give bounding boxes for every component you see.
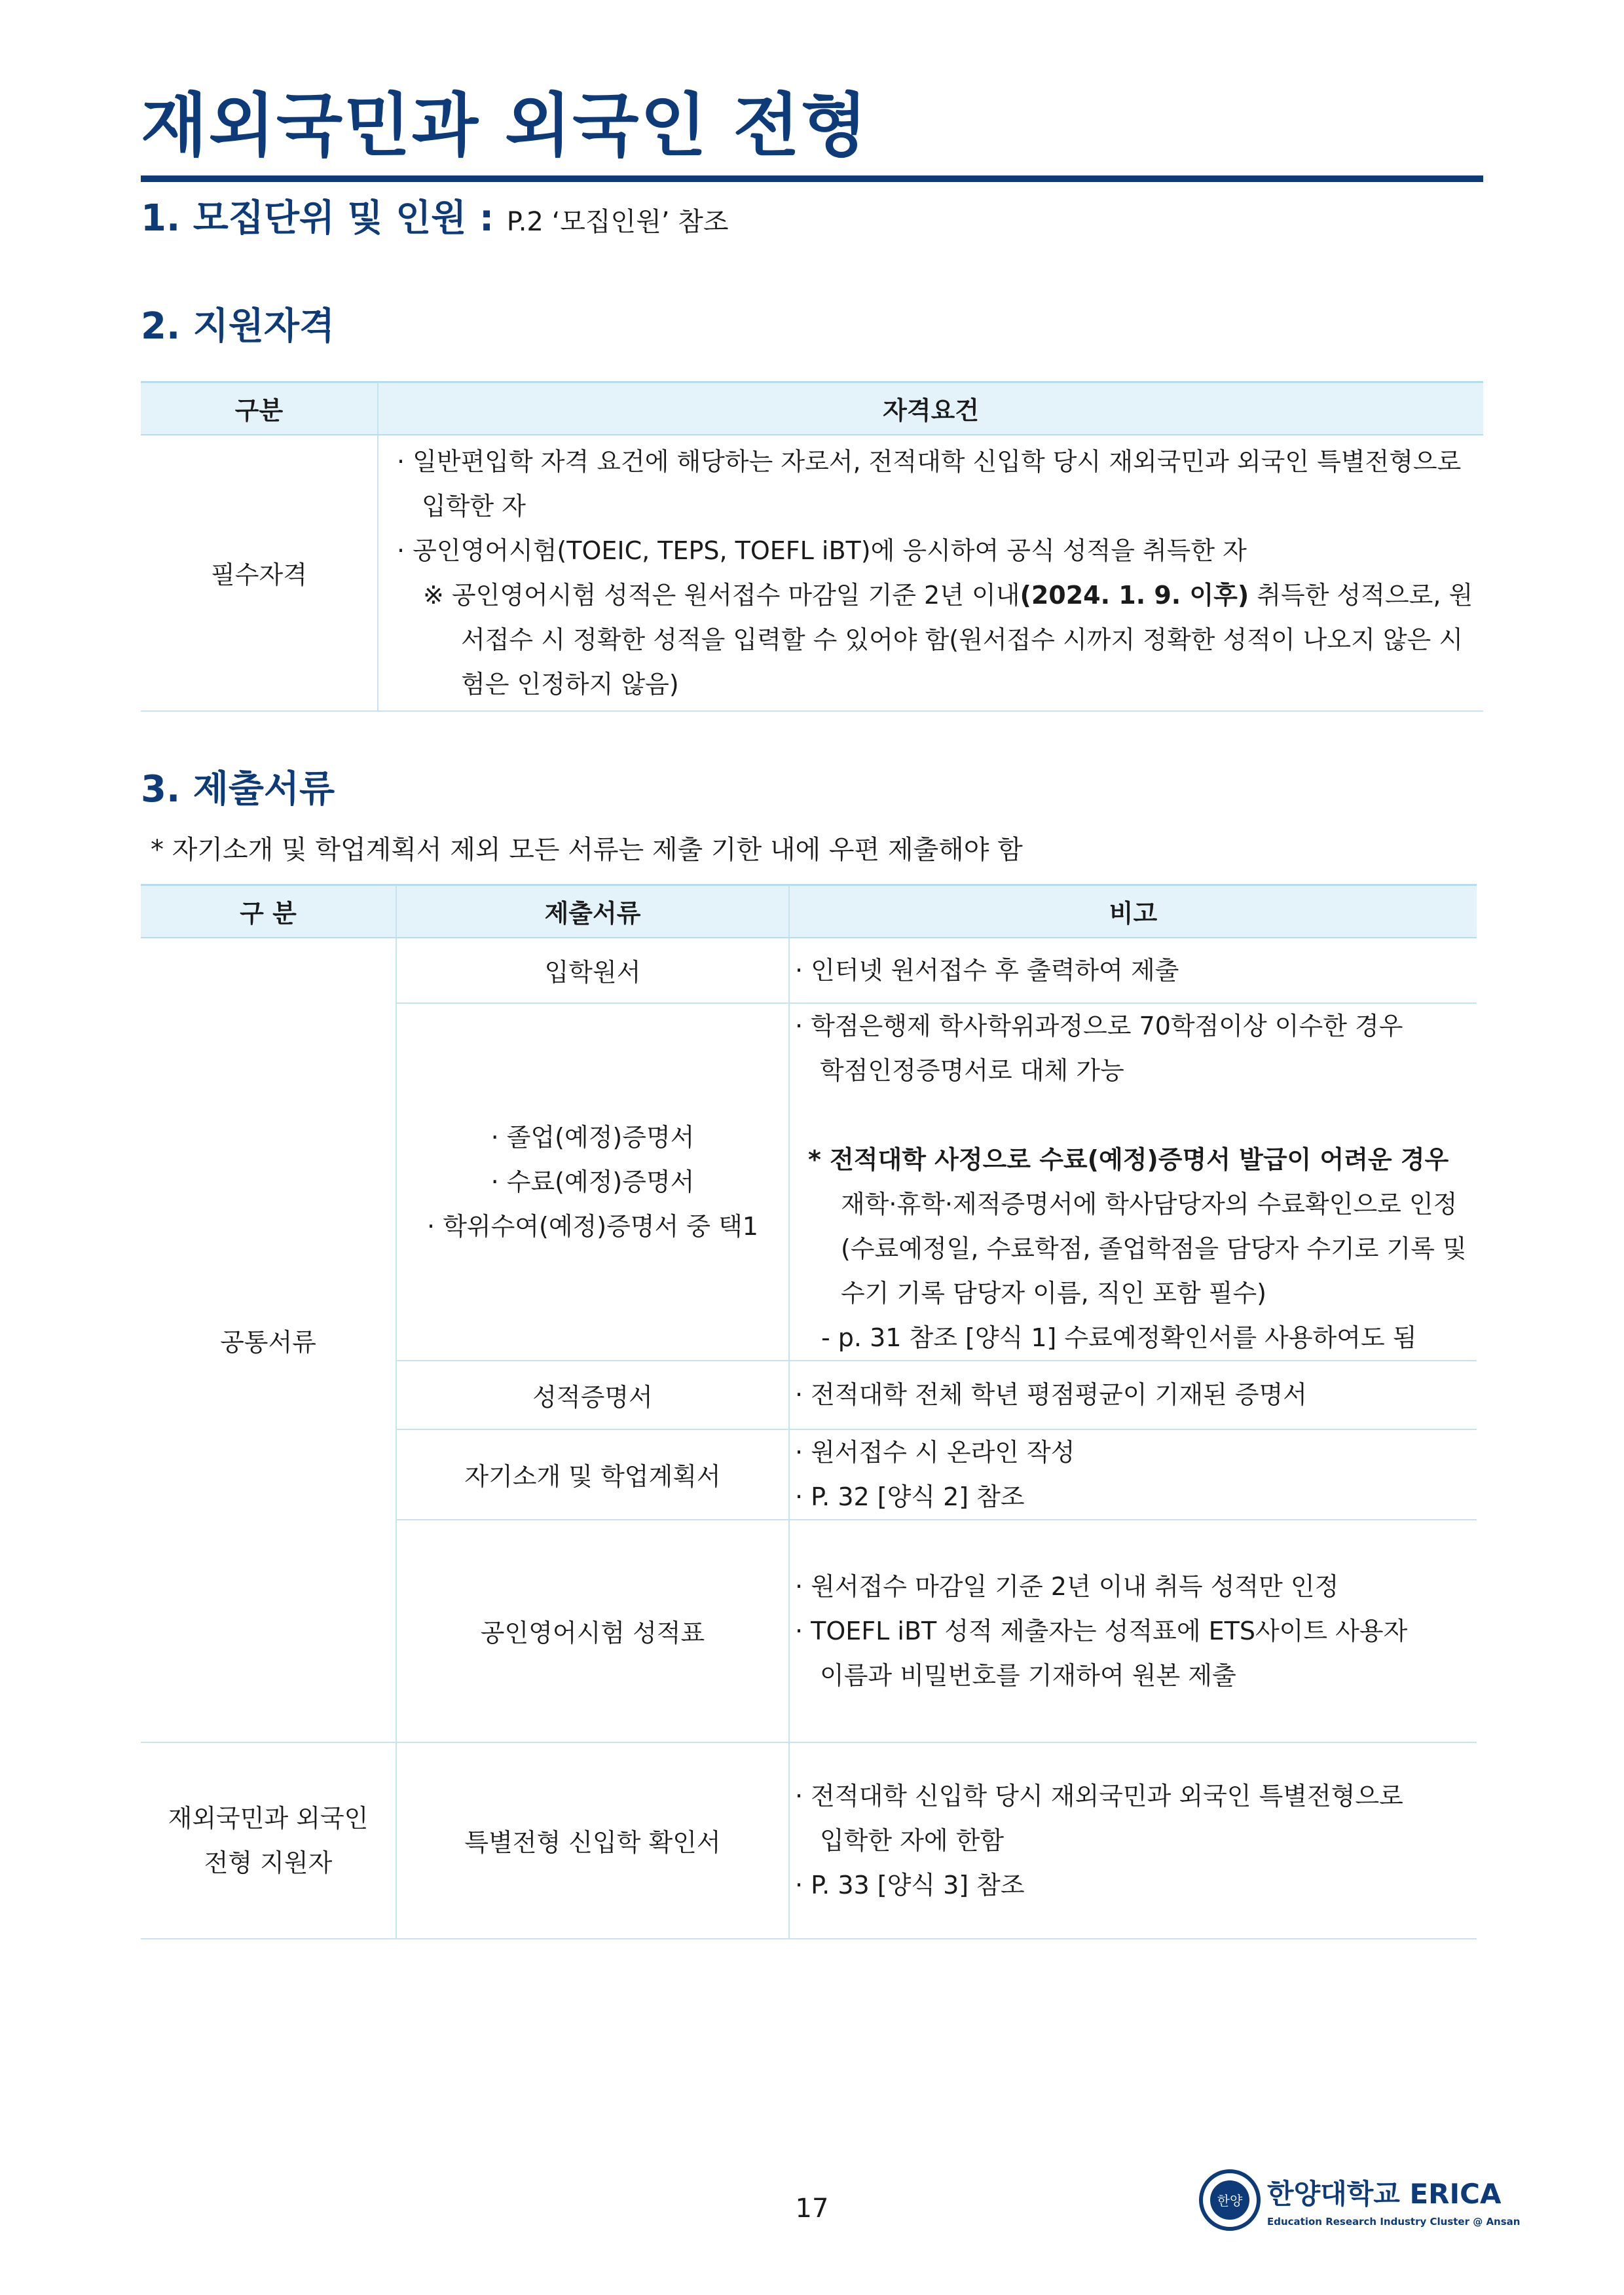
doc-transcript: 성적증명서 bbox=[396, 1361, 789, 1429]
req-line: · 공인영어시험(TOEIC, TEPS, TOEFL iBT)에 응시하여 공식 성적을 취득한 자 bbox=[397, 536, 1247, 565]
documents-table bbox=[141, 884, 1477, 1939]
doc-english-test: 공인영어시험 성적표 bbox=[396, 1520, 789, 1742]
doc-line: · 수료(예정)증명서 bbox=[490, 1167, 695, 1196]
header-documents: 제출서류 bbox=[396, 885, 789, 938]
req-note-text: ※ 공인영어시험 성적은 원서접수 마감일 기준 2년 이내 bbox=[423, 580, 1020, 610]
group-special-applicants bbox=[141, 1742, 396, 1939]
remark-line: · 원서접수 마감일 기준 2년 이내 취득 성적만 인정 bbox=[795, 1571, 1339, 1601]
req-note-text-tail: 취득한 성적으로, 원 bbox=[1249, 580, 1473, 610]
req-line: · 일반편입학 자격 요건에 해당하는 자로서, 전적대학 신입학 당시 재외국민과 외국인 특별전형으로 bbox=[397, 447, 1462, 476]
remark-line: · 학점은행제 학사학위과정으로 70학점이상 이수한 경우 bbox=[795, 1011, 1403, 1040]
remark-line: 이름과 비밀번호를 기재하여 원본 제출 bbox=[820, 1661, 1236, 1690]
remark-line: · 원서접수 시 온라인 작성 bbox=[795, 1437, 1075, 1467]
spacer bbox=[795, 1093, 1477, 1137]
remark-cell bbox=[789, 1429, 1477, 1520]
page-number: 17 bbox=[795, 2194, 829, 2224]
remark-line: · TOEFL iBT 성적 제출자는 성적표에 ETS사이트 사용자 bbox=[795, 1616, 1408, 1645]
remark-cell bbox=[789, 1742, 1477, 1939]
section-1-label: 1. 모집단위 및 인원 : bbox=[141, 197, 494, 240]
remark-line: 학점인정증명서로 대체 가능 bbox=[820, 1056, 1124, 1085]
remark-cell bbox=[789, 1361, 1477, 1429]
req-note-line bbox=[397, 573, 1483, 617]
remark-line: 재학·휴학·제적증명서에 학사담당자의 수료확인으로 인정 bbox=[841, 1189, 1458, 1219]
row-label-required: 필수자격 bbox=[141, 435, 378, 711]
university-logo bbox=[1198, 2167, 1521, 2233]
doc-application-form: 입학원서 bbox=[396, 938, 789, 1003]
logo-name: 한양대학교 ERICA bbox=[1267, 2178, 1502, 2210]
remark-cell bbox=[789, 1003, 1477, 1361]
header-category: 구 분 bbox=[141, 885, 396, 938]
req-note-date: (2024. 1. 9. 이후) bbox=[1020, 580, 1249, 610]
title-underline bbox=[141, 175, 1483, 182]
req-line: 입학한 자 bbox=[422, 491, 526, 521]
submission-note: * 자기소개 및 학업계획서 제외 모든 서류는 제출 기한 내에 우편 제출해야 함 bbox=[151, 835, 1023, 865]
header-remarks: 비고 bbox=[789, 885, 1477, 938]
qualification-table bbox=[141, 381, 1483, 712]
seal-text: 한양 bbox=[1217, 2193, 1243, 2209]
section-2-heading: 2. 지원자격 bbox=[141, 305, 335, 348]
header-category: 구분 bbox=[141, 382, 378, 435]
remark-line-bold: * 전적대학 사정으로 수료(예정)증명서 발급이 어려운 경우 bbox=[808, 1145, 1449, 1174]
remark-line: · 전적대학 전체 학년 평점평균이 기재된 증명서 bbox=[795, 1380, 1308, 1409]
header-requirements: 자격요건 bbox=[378, 382, 1483, 435]
req-line: 서접수 시 정확한 성적을 입력할 수 있어야 함(원서접수 시까지 정확한 성적이 나오지 않은 시 bbox=[461, 625, 1464, 654]
remark-line: - p. 31 참조 [양식 1] 수료예정확인서를 사용하여도 됨 bbox=[821, 1323, 1417, 1352]
remark-line: · P. 32 [양식 2] 참조 bbox=[795, 1482, 1025, 1511]
remark-line: · 인터넷 원서접수 후 출력하여 제출 bbox=[795, 955, 1179, 985]
remark-cell bbox=[789, 1520, 1477, 1742]
remark-line: · P. 33 [양식 3] 참조 bbox=[795, 1870, 1025, 1900]
doc-special-confirmation: 특별전형 신입학 확인서 bbox=[396, 1742, 789, 1939]
remark-cell bbox=[789, 938, 1477, 1003]
page-title: 재외국민과 외국인 전형 bbox=[141, 86, 869, 166]
doc-self-intro: 자기소개 및 학업계획서 bbox=[396, 1429, 789, 1520]
section-1-reference: P.2 ‘모집인원’ 참조 bbox=[506, 207, 729, 237]
remark-line: 수기 기록 담당자 이름, 직인 포함 필수) bbox=[841, 1278, 1267, 1308]
group-line: 전형 지원자 bbox=[204, 1848, 333, 1877]
requirements-cell bbox=[378, 435, 1483, 711]
doc-graduation-certificates bbox=[396, 1003, 789, 1361]
remark-line: · 전적대학 신입학 당시 재외국민과 외국인 특별전형으로 bbox=[795, 1781, 1403, 1810]
remark-line: (수료예정일, 수료학점, 졸업학점을 담당자 수기로 기록 및 bbox=[841, 1234, 1467, 1263]
group-common-docs: 공통서류 bbox=[141, 938, 396, 1742]
group-line: 재외국민과 외국인 bbox=[168, 1803, 369, 1833]
section-3-heading: 3. 제출서류 bbox=[141, 768, 335, 811]
section-1-heading bbox=[141, 196, 729, 240]
req-line: 험은 인정하지 않음) bbox=[461, 669, 679, 699]
logo-tagline: Education Research Industry Cluster @ Ansan bbox=[1267, 2216, 1521, 2228]
remark-line: 입학한 자에 한함 bbox=[820, 1826, 1005, 1855]
doc-line: · 졸업(예정)증명서 bbox=[490, 1122, 695, 1152]
doc-line: · 학위수여(예정)증명서 중 택1 bbox=[427, 1211, 758, 1241]
